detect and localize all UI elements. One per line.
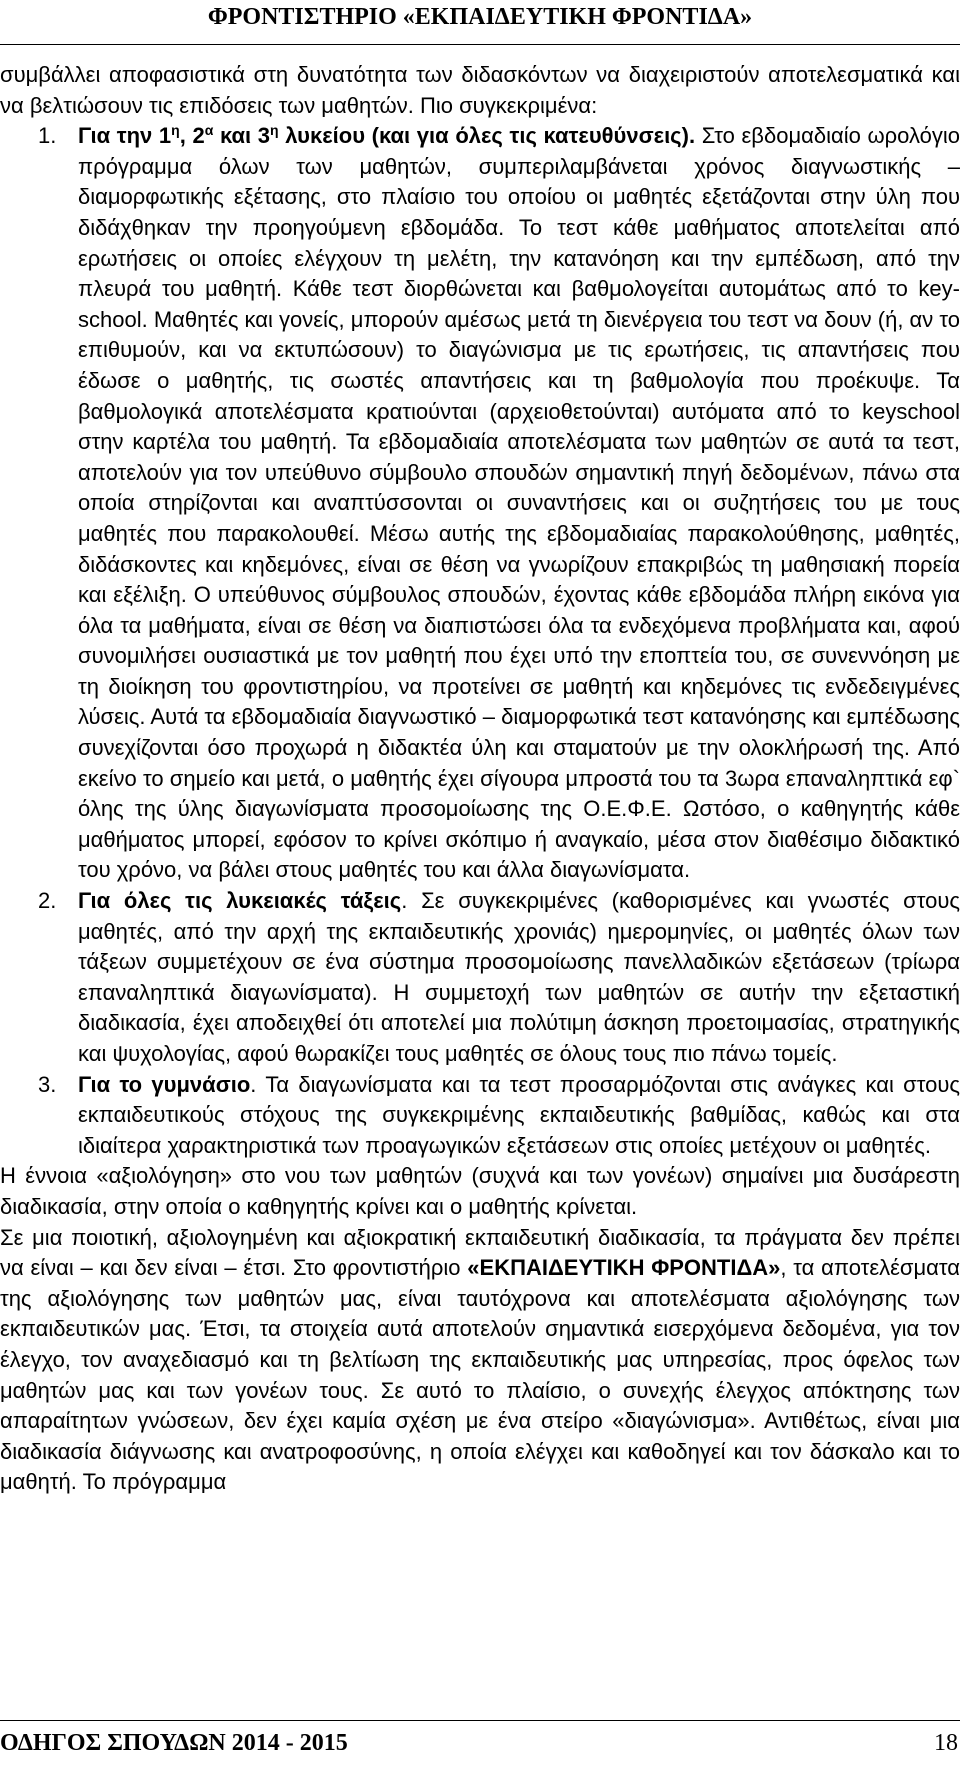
item-body: Στο εβδομαδιαίο ωρολόγιο πρόγραμμα όλων των μαθητών, συμπεριλαμβάνεται χρόνος διαγνωστικής – διαμορφωτικής εξέτασης, στο πλαίσιο του οποίου οι μαθητές εξετάζονται στην ύλη που διδάχθηκαν την προηγούμενη εβδομάδα. Το τεστ κάθε μαθήματος αποτελείται από ερωτήσεις οι οποίες ελέγχουν τη μελέτη, την κατανόηση και την εμπέδωση, από την πλευρά του μαθητή. Κάθε τεστ διορθώνεται και βαθμολογείται αυτομάτως από το key-school. Μαθητές και γονείς, μπορούν αμέσως μετά τη διενέργεια του τεστ να δουν (ή, αν το επιθυμούν, και να εκτυπώσουν) το διαγώνισμα με τις ερωτήσεις, τις απαντήσεις που έδωσε ο μαθητής, τις σωστές απαντήσεις και τη βαθμολογία που προέκυψε. Τα βαθμολογικά αποτελέσματα κρατιούνται (αρχειοθετούνται) αυτόματα από το keyschool στην καρτέλα του μαθητή. Τα εβδομαδιαία αποτελέσματα των μαθητών σε αυτά τα τεστ, αποτελούν για τον υπεύθυνο σύμβουλο σπουδών σημαντική πηγή δεδομένων, πάνω στα οποία στηρίζονται και αναπτύσσονται οι συναντήσεις και οι συζητήσεις του με τους μαθητές που παρακολουθεί. Μέσω αυτής της εβδομαδιαίας παρακολούθησης, μαθητές, διδάσκοντες και κηδεμόνες, είναι σε θέση να γνωρίζουν επακριβώς τη μαθησιακή πορεία και εξέλιξη. Ο υπεύθυνος σύμβουλος σπουδών, έχοντας κάθε εβδομάδα πλήρη εικόνα για όλα τα μαθήματα, είναι σε θέση να διαπιστώσει όλα τα ενδεχόμενα προβλήματα και, αφού συνομιλήσει ουσιαστικά με τον μαθητή που έχει υπό την εποπτεία του, σε συνεννόηση με τη διοίκηση του φροντιστηρίου, να προτείνει σε μαθητή και κηδεμόνες τις ενδεδειγμένες λύσεις. Αυτά τα εβδομαδιαία διαγνωστικό – διαμορφωτικά τεστ κατανόησης και εμπέδωσης συνεχίζονται όσο προχωρά η διδακτέα ύλη και σταματούν με την ολοκλήρωσή της. Από εκείνο το σημείο και μετά, ο μαθητής έχει σίγουρα μπροστά του τα 3ωρα επαναληπτικά εφ` όλης της ύλης διαγωνίσματα προσομοίωσης της Ο.Ε.Φ.Ε. Ωστόσο, ο καθηγητής κάθε μαθήματος μπορεί, εφόσον το κρίνει σκόπιμο ή αναγκαίο, μέσα στον διαθέσιμο διδακτικό του χρόνο, να βάλει στους μαθητές του και άλλα διαγωνίσματα. [78, 123, 960, 883]
paragraph-evaluation: Η έννοια «αξιολόγηση» στο νου των μαθητών (συχνά και των γονέων) σημαίνει μια δυσάρεστη διαδικασία, στην οποία ο καθηγητής κρίνει και ο μαθητής κρίνεται. [0, 1163, 960, 1219]
heading-part: λυκείου (και για όλες τις κατευθύνσεις). [278, 123, 696, 149]
superscript: α [204, 122, 214, 139]
item-heading [78, 123, 695, 148]
list-number: 1. [38, 123, 57, 149]
heading-part: Για την 1 [78, 123, 172, 149]
brand-name: «ΕΚΠΑΙΔΕΥΤΙΚΗ ΦΡΟΝΤΙΔΑ» [467, 1255, 781, 1281]
list-item-text [78, 1070, 960, 1162]
footer-divider [0, 1720, 960, 1721]
list-number: 3. [38, 1071, 57, 1097]
paragraph-part: , τα αποτελέσματα της αξιολόγησης των μαθητών μας, είναι ταυτόχρονα και αποτελέσματα αξιολόγησης των εκπαιδευτικών μας. Έτσι, τα στοιχεία αυτά αποτελούν σημαντικά εισερχόμενα δεδομένα, για τον έλεγχο, τον αναχεδιασμό και τη βελτίωση της εκπαιδευτικής μας υπηρεσίας, προς όφελος των μαθητών μας και των γονέων τους. Σε αυτό το πλαίσιο, ο συνεχής έλεγχος απόκτησης των απαραίτητων γνώσεων, δεν έχει καμία σχέση με ένα στείρο «διαγώνισμα». Αντιθέτως, είναι μια διαδικασία διάγνωσης και ανατροφοσύνης, η οποία ελέγχει και καθοδηγεί και τον δάσκαλο και το μαθητή. Το πρόγραμμα [0, 1255, 960, 1495]
list-item-1 [0, 121, 960, 886]
item-body: . Σε συγκεκριμένες (καθορισμένες και γνωστές στους μαθητές, από την αρχή της εκπαιδευτικής χρονιάς) ημερομηνίες, οι μαθητές όλων των τάξεων συμμετέχουν σε ένα σύστημα προσομοίωσης πανελλαδικών εξετάσεων (τρίωρα επαναληπτικά διαγωνίσματα). Η συμμετοχή των μαθητών σε αυτήν την εξεταστική διαδικασία, έχει αποδειχθεί ότι αποτελεί μια πολύτιμη άσκηση προετοιμασίας, στρατηγικής και ψυχολογίας, αφού θωρακίζει τους μαθητές σε όλους τους πιο πάνω τομείς. [78, 888, 960, 1066]
page-number: 18 [934, 1730, 958, 1756]
page-header: ΦΡΟΝΤΙΣΤΗΡΙΟ «ΕΚΠΑΙΔΕΥΤΙΚΗ ΦΡΟΝΤΙΔΑ» [207, 4, 753, 30]
intro-paragraph: συμβάλλει αποφασιστικά στη δυνατότητα των διδασκόντων να διαχειριστούν αποτελεσματικά και να βελτιώσουν τις επιδόσεις των μαθητών. Πιο συγκεκριμένα: [0, 62, 960, 118]
item-heading: Για όλες τις λυκειακές τάξεις [78, 888, 402, 914]
heading-part: , 2 [179, 123, 205, 149]
superscript: η [270, 122, 279, 139]
list-number: 2. [38, 888, 57, 914]
document-body [0, 60, 960, 1498]
list-item-text [78, 886, 960, 1070]
footer-title: ΟΔΗΓΟΣ ΣΠΟΥΔΩΝ 2014 - 2015 [0, 1730, 348, 1756]
heading-part: και 3 [213, 123, 271, 149]
header-divider [0, 44, 960, 45]
list-item-3 [0, 1070, 960, 1162]
superscript: η [171, 122, 180, 139]
list-item-text [78, 121, 960, 886]
item-heading: Για το γυμνάσιο [78, 1071, 251, 1097]
item-body: . Τα διαγωνίσματα και τα τεστ προσαρμόζονται στις ανάγκες και στους εκπαιδευτικούς στόχους της συγκεκριμένης εκπαιδευτικής βαθμίδας, καθώς και στα ιδιαίτερα χαρακτηριστικά των προαγωγικών εξετάσεων στις οποίες μετέχουν οι μαθητές. [78, 1071, 960, 1158]
list-item-2 [0, 886, 960, 1070]
paragraph-part: Σε μια ποιοτική, αξιολογημένη και αξιοκρατική εκπαιδευτική διαδικασία, τα πράγματα δεν πρέπει να είναι – και δεν είναι – έτσι. Στο φροντιστήριο [0, 1224, 960, 1281]
paragraph-quality [0, 1223, 960, 1498]
